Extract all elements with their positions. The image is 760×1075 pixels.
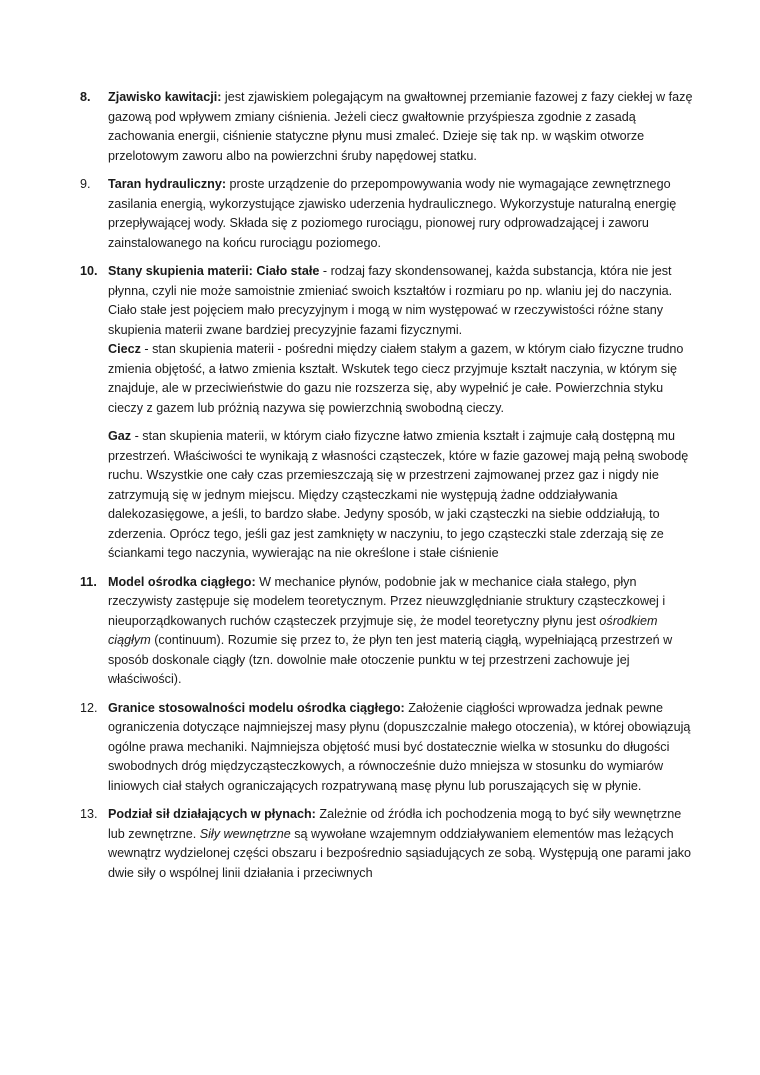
item-text: Założenie ciągłości wprowadza jednak pewne ograniczenia dotyczące najmniejszej masy płynu (dopuszczalnie małego otoczenia), w której obowiązują ogólne prawa mechaniki. Najmniejsza objętość musi być dostatecznie wielka w stosunku do długości swobodnych dróg międzycząsteczkowych, a równocześnie dużo mniejsza w stosunku do wymiarów liniowych ciał stałych ograniczających rozpatrywaną masę płynu lub poruszających się w płynie. <box>108 700 691 793</box>
list-item-13 <box>80 805 700 883</box>
item-title: Model ośrodka ciągłego: <box>108 574 256 589</box>
item-number: 11. <box>80 574 97 589</box>
item-italic-term: ośrodkiem ciągłym <box>108 613 658 647</box>
item-text: Zależnie od źródła ich pochodzenia mogą to być siły wewnętrzne lub zewnętrzne. <box>108 807 682 841</box>
item-text: (continuum). Rozumie się przez to, że płyn ten jest materią ciągłą, wypełniającą przestrzeń w sposób doskonale ciągły (tzn. dowolnie małe otoczenie punktu w tej przestrzeni zachowuje jej właściwości). <box>108 633 673 686</box>
item-title: Taran hydrauliczny: <box>108 177 227 191</box>
item-text: proste urządzenie do przepompowywania wody nie wymagające zewnętrznego zasilania energią, wykorzystujące zjawisko uderzenia hydraulicznego. Wykorzystuje naturalną energię przepływającej wody. Składa się z poziomego rurociągu, pionowej rury odprowadzającej i zaworu zainstalowanego na końcu rurociągu poziomego. <box>108 177 677 250</box>
list-item-10 <box>80 262 700 564</box>
item-body <box>108 805 700 883</box>
paragraph-gaz <box>108 427 700 564</box>
item-body <box>108 699 700 797</box>
list-item-9 <box>80 175 700 253</box>
item-title: Granice stosowalności modelu ośrodka ciągłego: <box>108 700 405 715</box>
item-number: 13. <box>80 807 98 821</box>
item-body <box>108 175 700 253</box>
item-title: Podział sił działających w płynach: <box>108 807 316 821</box>
ciecz-text: - stan skupienia materii - pośredni między ciałem stałym a gazem, w którym ciało fizyczne trudno zmienia objętość, a łatwo zmienia kształt. Wskutek tego ciecz przyjmuje kształt naczynia, w którym się znajduje, ale w przeciwieństwie do gazu nie rozszerza się, aby wypełnić je całe. Powierzchnia styku cieczy z gazem lub próżnią nazywa się powierzchnią swobodną cieczy. <box>108 342 684 415</box>
item-body <box>108 88 700 166</box>
list-item-8 <box>80 88 700 166</box>
item-number: 12. <box>80 700 98 715</box>
item-number: 9. <box>80 177 91 191</box>
item-text: są wywołane wzajemnym oddziaływaniem elementów mas leżących wewnątrz wydzielonej części obszaru i bezpośrednio sąsiadujących ze sobą. Występują one parami jako dwie siły o wspólnej linii działania i przeciwnych <box>108 826 691 880</box>
item-title: Stany skupienia materii: Ciało stałe <box>108 264 320 278</box>
item-number: 10. <box>80 264 98 278</box>
item-body <box>108 573 700 690</box>
item-text: W mechanice płynów, podobnie jak w mechanice ciała stałego, płyn rzeczywisty zastępuje się modelem teoretycznym. Przez nieuwzględnianie struktury cząsteczkowej i nieuporządkowanych ruchów cząsteczek przyjmuje się, że model teoretyczny płynu jest <box>108 574 666 628</box>
item-italic-term: Siły wewnętrzne <box>199 826 291 841</box>
paragraph-cialo-stale <box>108 262 700 418</box>
item-text: jest zjawiskiem polegającym na gwałtownej przemianie fazowej z fazy ciekłej w fazę gazową pod wpływem zmiany ciśnienia. Jeżeli ciecz gwałtownie przyśpiesza zgodnie z zasadą zachowania energii, ciśnienie statyczne płynu musi zmaleć. Dzieje się tak np. w wąskim otworze przelotowym zaworu albo na powierzchni śruby napędowej statku. <box>108 90 693 163</box>
gaz-title: Gaz <box>108 429 132 443</box>
item-text: - rodzaj fazy skondensowanej, każda substancja, która nie jest płynna, czyli nie może samoistnie zmieniać swoich kształtów i rozmiaru po np. wlaniu jej do naczynia. Ciało stałe jest pojęciem mało precyzyjnym i mogą w nim występować w rzeczywistości różne stany skupienia materii zwane bardziej precyzyjnie fazami fizycznymi. <box>108 264 673 337</box>
list-item-11 <box>80 573 700 690</box>
item-title: Zjawisko kawitacji: <box>108 90 222 104</box>
item-number: 8. <box>80 90 91 104</box>
list-item-12 <box>80 699 700 797</box>
item-body <box>108 262 700 564</box>
gaz-text: - stan skupienia materii, w którym ciało fizyczne łatwo zmienia kształt i zajmuje całą dostępną mu przestrzeń. Właściwości te wynikają z własności cząsteczek, które w fazie gazowej mają pełną swobodę ruchu. Wszystkie one cały czas przemieszczają się w przestrzeni zajmowanej przez gaz i nigdy nie zatrzymują się w jednym miejscu. Między cząsteczkami nie występują żadne oddziaływania dalekozasięgowe, a jeśli, to bardzo słabe. Jedyny sposób, w jaki cząsteczki na siebie oddziałują, to zderzenia. Oprócz tego, jeśli gaz jest zamknięty w naczyniu, to jego cząsteczki stale zderzają się ze ściankami tego naczynia, wywierając na nie określone i stałe ciśnienie <box>108 429 689 560</box>
ciecz-title: Ciecz <box>108 342 141 356</box>
